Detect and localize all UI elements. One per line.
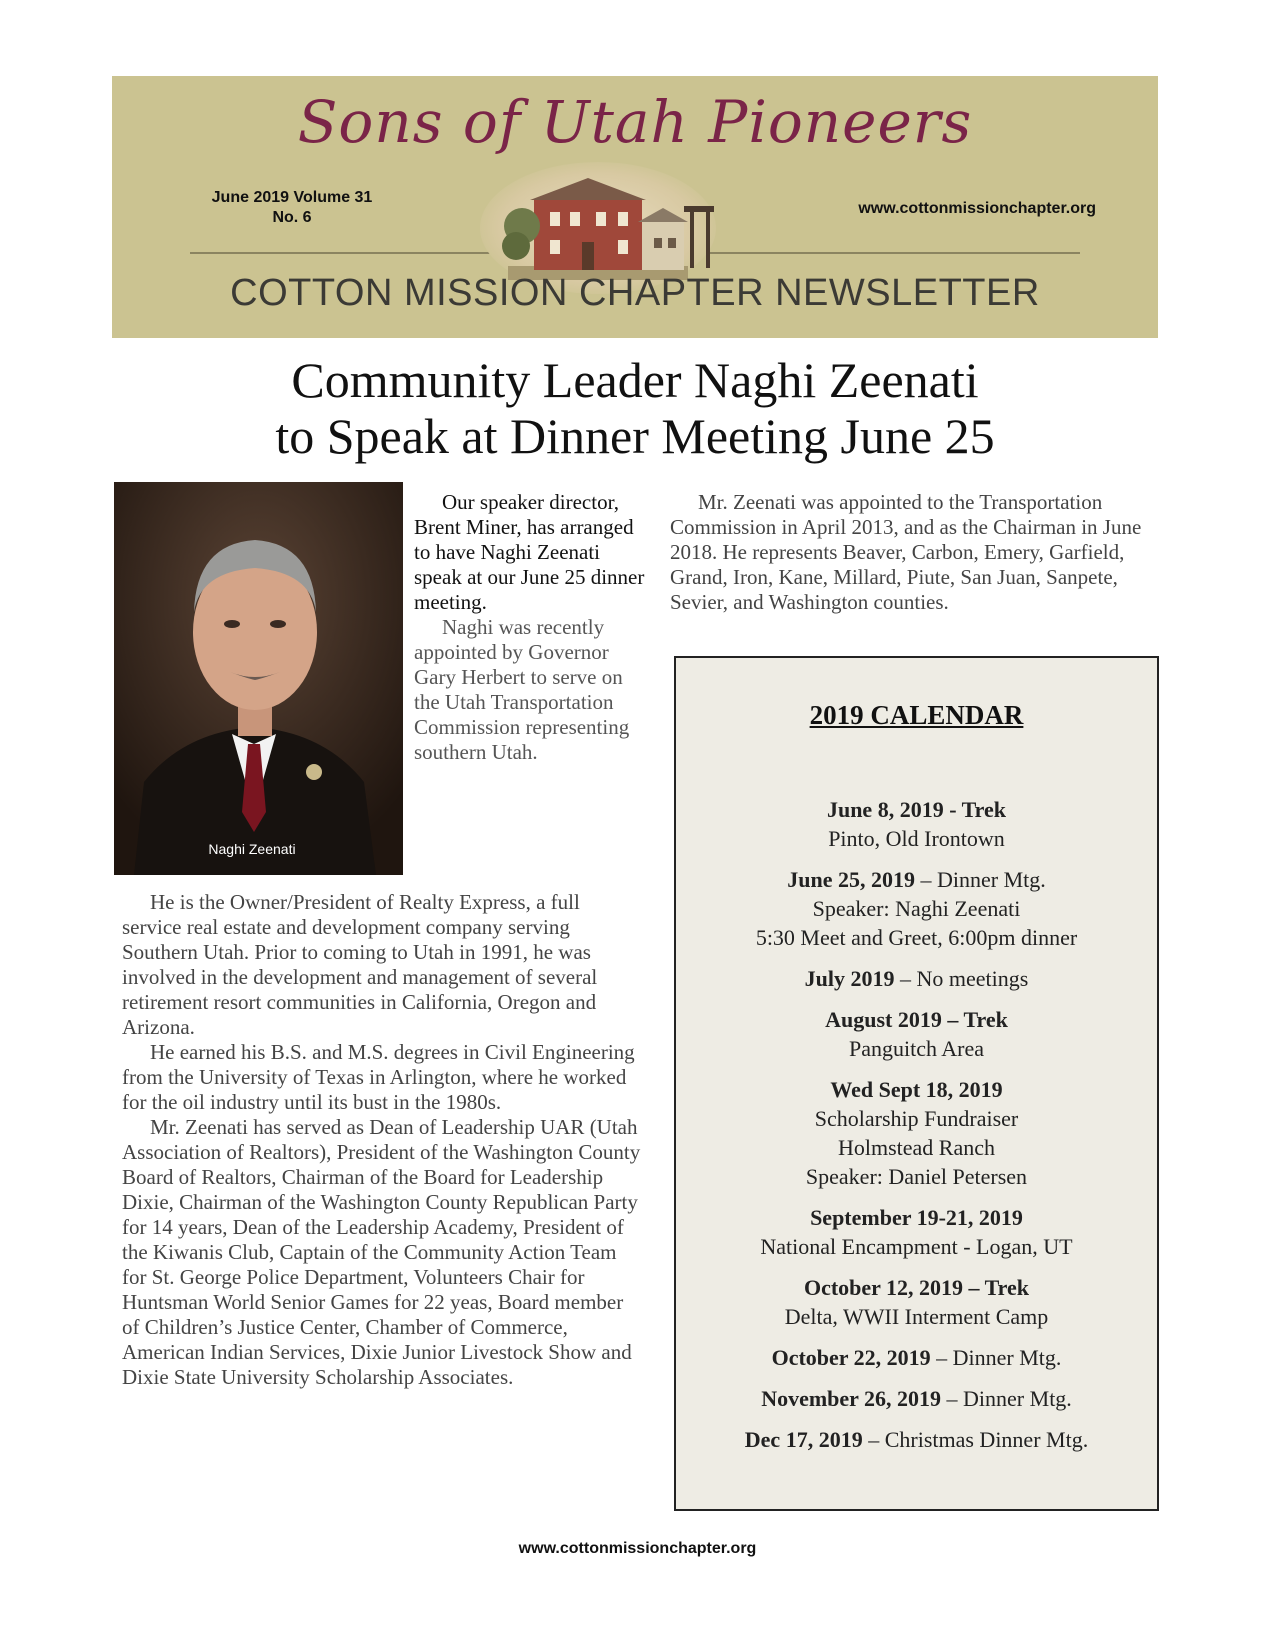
calendar-item-detail: 5:30 Meet and Greet, 6:00pm dinner (755, 925, 1078, 950)
article-paragraph-4: He earned his B.S. and M.S. degrees in Civil Engineering from the University of Texas in Arlington, where he worked for the oil industry until its bust in the 1980s. (122, 1040, 635, 1114)
calendar-item-detail: Speaker: Naghi Zeenati (812, 896, 1021, 921)
speaker-portrait-image (114, 482, 403, 875)
calendar-item-date: October 22, 2019 (771, 1345, 931, 1370)
article-paragraph-5: Mr. Zeenati has served as Dean of Leadership UAR (Utah Association of Realtors), President of the Washington County Board of Realtors, Chairman of the Board for Leadership Dixie, Chairman of the Washington County Republican Party for 14 years, Dean of the Leadership Academy, President of the Kiwanis Club, Captain of the Community Action Team for St. George Police Department, Volunteers Chair for Huntsman World Senior Games for 22 yeas, Board member of Children’s Justice Center, Chamber of Commerce, American Indian Services, Dixie Junior Livestock Show and Dixie State University Scholarship Associates. (122, 1115, 641, 1389)
calendar-item (676, 964, 1157, 993)
calendar-item (676, 1075, 1157, 1191)
article-paragraph-3: He is the Owner/President of Realty Express, a full service real estate and development company serving Southern Utah. Prior to coming to Utah in 1991, he was involved in the development and management of several retirement resort communities in California, Oregon and Arizona. (122, 890, 598, 1039)
calendar-item-event: – Christmas Dinner Mtg. (862, 1427, 1089, 1452)
calendar-item-detail: Scholarship Fundraiser (814, 1106, 1019, 1131)
calendar-item-event: – No meetings (894, 966, 1029, 991)
calendar-item-date: Wed Sept 18, 2019 (830, 1077, 1003, 1102)
masthead-website: www.cottonmissionchapter.org (858, 200, 1096, 217)
calendar-item-detail: Speaker: Daniel Petersen (805, 1164, 1028, 1189)
calendar-item (676, 1425, 1157, 1454)
calendar-item-detail: National Encampment - Logan, UT (760, 1234, 1073, 1259)
article-paragraph-2: Naghi was recently appointed by Governor Gary Herbert to serve on the Utah Transportation Commission representing southern Utah. (414, 615, 630, 764)
calendar-item-detail: Panguitch Area (848, 1036, 985, 1061)
calendar-item-detail: Delta, WWII Interment Camp (784, 1304, 1049, 1329)
calendar-item (676, 865, 1157, 952)
headline-line-1: Community Leader Naghi Zeenati (291, 352, 979, 408)
calendar-item-date: August 2019 – Trek (825, 1007, 1008, 1032)
calendar-title: 2019 CALENDAR (809, 700, 1024, 730)
speaker-photo (114, 482, 403, 875)
calendar-item-date: November 26, 2019 (761, 1386, 942, 1411)
article-column-top (414, 490, 646, 765)
calendar-item-date: October 12, 2019 – Trek (803, 1275, 1030, 1300)
calendar-item-date: Dec 17, 2019 (744, 1427, 863, 1452)
calendar-item-detail: Pinto, Old Irontown (828, 826, 1005, 851)
calendar-item (676, 1384, 1157, 1413)
calendar-item (676, 795, 1157, 853)
issue-info: June 2019 Volume 31 No. 6 (211, 189, 373, 226)
masthead (112, 76, 1158, 338)
calendar-item-detail: Holmstead Ranch (837, 1135, 996, 1160)
calendar-item-date: June 25, 2019 (787, 867, 915, 892)
calendar-item (676, 1343, 1157, 1372)
calendar-box (674, 656, 1159, 1511)
calendar-item-event: – Dinner Mtg. (914, 867, 1046, 892)
calendar-list (676, 795, 1157, 1454)
calendar-item (676, 1273, 1157, 1331)
newsletter-name: COTTON MISSION CHAPTER NEWSLETTER (230, 272, 1040, 314)
masthead-script-title: Sons of Utah Pioneers (297, 88, 973, 156)
calendar-item-date: September 19-21, 2019 (810, 1205, 1023, 1230)
headline (112, 352, 1158, 464)
photo-caption: Naghi Zeenati (208, 841, 296, 857)
calendar-item-date: June 8, 2019 - Trek (826, 797, 1007, 822)
calendar-item (676, 1005, 1157, 1063)
footer-website: www.cottonmissionchapter.org (518, 1540, 757, 1557)
calendar-item-date: July 2019 (804, 966, 895, 991)
calendar-item-event: – Dinner Mtg. (930, 1345, 1062, 1370)
article-paragraph-1: Our speaker director, Brent Miner, has arranged to have Naghi Zeenati speak at our June 25 dinner meeting. (414, 490, 645, 614)
headline-line-2: to Speak at Dinner Meeting June 25 (275, 408, 995, 464)
article-paragraph-6: Mr. Zeenati was appointed to the Transportation Commission in April 2013, and as the Chairman in June 2018. He represents Beaver, Carbon, Emery, Garfield, Grand, Iron, Kane, Millard, Piute, San Juan, Sanpete, Sevier, and Washington counties. (670, 490, 1142, 614)
calendar-item (676, 1203, 1157, 1261)
calendar-item-event: – Dinner Mtg. (941, 1386, 1072, 1411)
article-column-right (670, 490, 1158, 615)
article-column-left (122, 890, 642, 1390)
